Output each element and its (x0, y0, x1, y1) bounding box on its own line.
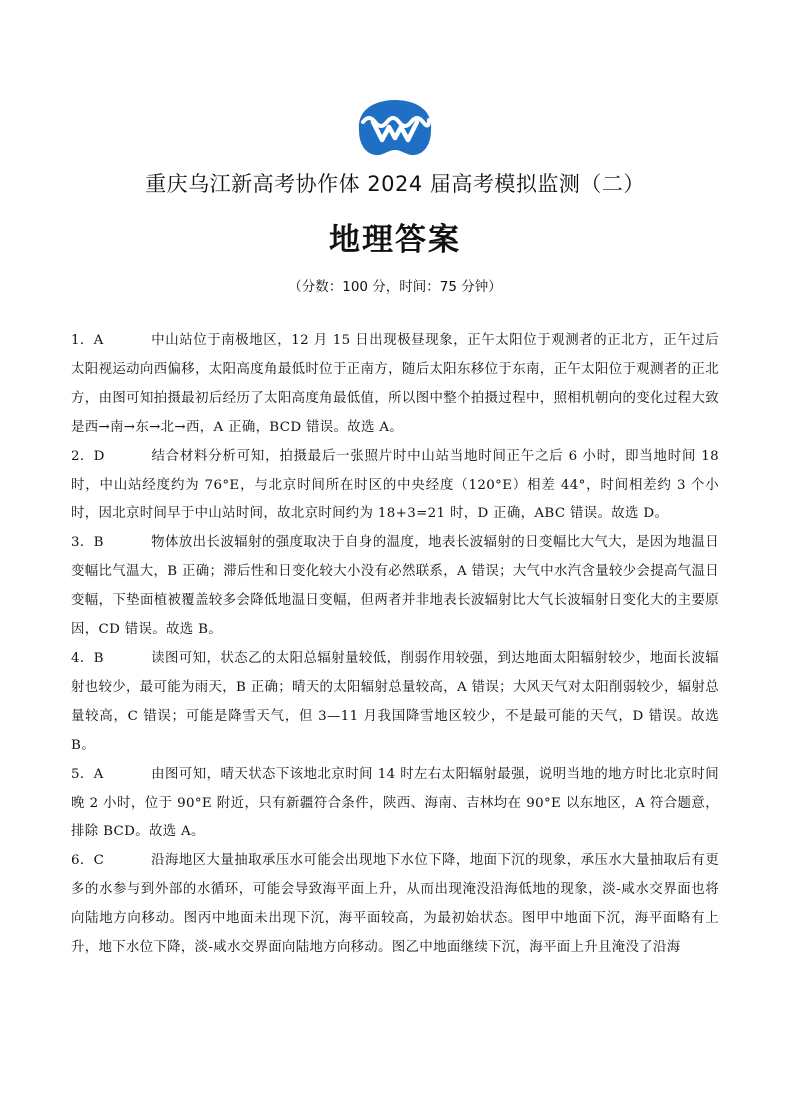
answer-text: 中山站位于南极地区，12 月 15 日出现极昼现象，正午太阳位于观测者的正北方，正午过后太阳视运动向西偏移，太阳高度角最低时位于正南方，随后太阳东移位于东南，正午太阳位于观测者的正北方，由图可知拍摄最初后经历了太阳高度角最低值，所以图中整个拍摄过程中，照相机朝向的变化过程大致是西→南→东→北→西，A 正确，BCD 错误。故选 A。 (71, 333, 719, 435)
answer-text: 读图可知，状态乙的太阳总辐射量较低，削弱作用较强，到达地面太阳辐射较少，地面长波辐射也较少，最可能为雨天，B 正确；晴天的太阳辐射总量较高，A 错误；大风天气对太阳削弱较少，辐射总量较高，C 错误；可能是降雪天气，但 3—11 月我国降雪地区较少，不是最可能的天气，D 错误。故选 B。 (71, 650, 719, 753)
answer-item-1 (71, 327, 719, 443)
document-title: 重庆乌江新高考协作体 2024 届高考模拟监测（二） (145, 172, 645, 196)
answer-item-2 (71, 443, 719, 530)
answer-text: 物体放出长波辐射的强度取决于自身的温度，地表长波辐射的日变幅比大气大，是因为地温日变幅比气温大，B 正确；滞后性和日变化较大小没有必然联系，A 错误；大气中水汽含量较少会提高气温日变幅，下垫面植被覆盖较多会降低地温日变幅，但两者并非地表长波辐射比大气长波辐射日变化大的主要原因，CD 错误。故选 B。 (71, 535, 719, 638)
answer-item-5 (71, 761, 719, 848)
wave-logo (355, 100, 435, 158)
logo-cap (359, 100, 431, 155)
answer-number: 6．C (71, 853, 105, 869)
answer-text: 由图可知，晴天状态下该地北京时间 14 时左右太阳辐射最强，说明当地的地方时比北京时间晚 2 小时，位于 90°E 附近，只有新疆符合条件，陕西、海南、吉林均在 90°E 以东地区，A 符合题意，排除 BCD。故选 A。 (71, 766, 719, 840)
answer-number: 1．A (71, 333, 104, 348)
answer-text: 结合材料分析可知，拍摄最后一张照片时中山站当地时间正午之后 6 小时，即当地时间 18 时，中山站经度约为 76°E，与北京时间所在时区的中央经度（120°E）相差 44°，时间相差约 3 个小时，因北京时间早于中山站时间，故北京时间约为 18+3=21 时，D 正确，ABC 错误。故选 D。 (71, 448, 719, 522)
answer-number: 5．A (71, 766, 104, 782)
exam-meta: （分数：100 分，时间：75 分钟） (288, 279, 502, 295)
answer-number: 4．B (71, 650, 104, 666)
answer-number: 2．D (71, 448, 105, 464)
answer-text: 沿海地区大量抽取承压水可能会出现地下水位下降，地面下沉的现象，承压水大量抽取后有更多的水参与到外部的水循环，可能会导致海平面上升，从而出现淹没沿海低地的现象，淡-咸水交界面也将向陆地方向移动。图丙中地面未出现下沉，海平面较高，为最初始状态。图甲中地面下沉，海平面略有上升，地下水位下降，淡-咸水交界面向陆地方向移动。图乙中地面继续下沉，海平面上升且淹没了沿海 (71, 853, 719, 956)
answer-number: 3．B (71, 535, 104, 551)
answer-item-4 (71, 645, 719, 761)
answer-list (71, 327, 719, 963)
answer-item-6 (71, 847, 719, 963)
answer-item-3 (71, 529, 719, 645)
document-subtitle: 地理答案 (329, 222, 461, 258)
